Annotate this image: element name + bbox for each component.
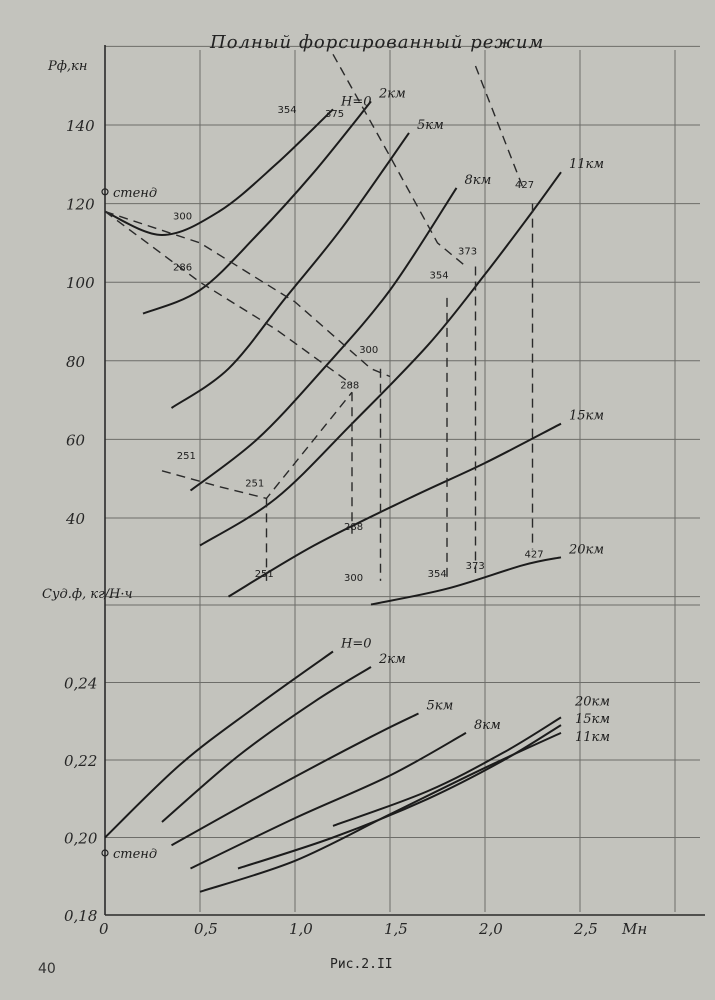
point-label: 354: [277, 105, 297, 117]
x-tick-label: 0,5: [194, 920, 218, 938]
dashed-line: [476, 66, 524, 188]
x-tick-label: 1,0: [289, 920, 313, 938]
y-axis-label-top: Pф,кн: [48, 59, 88, 74]
y-tick-label: 40: [66, 510, 86, 528]
labels: [42, 59, 647, 938]
point-label: 300: [344, 572, 364, 584]
top-series-line: [229, 424, 562, 597]
point-label: 300: [173, 211, 193, 223]
top-series-label: H=0: [341, 94, 372, 110]
point-label: 251: [176, 451, 196, 463]
y-tick-label: 120: [66, 195, 95, 214]
top-series-label: 2км: [379, 86, 406, 102]
bottom-series-label: H=0: [341, 636, 372, 652]
top-series-label: 11км: [569, 157, 605, 173]
top-stand-label: стенд: [113, 185, 158, 201]
x-tick-label: 0: [99, 920, 109, 938]
point-label: 251: [245, 478, 265, 490]
top-series-line: [191, 188, 457, 491]
point-label: 427: [515, 179, 535, 191]
dashed-line: [105, 212, 390, 377]
y-tick-label: 100: [66, 274, 95, 293]
bottom-series-line: [200, 733, 561, 892]
top-series-line: [105, 109, 333, 235]
y-tick-label: 80: [66, 352, 86, 371]
y-tick-label: 0,22: [64, 752, 98, 770]
x-tick-label: 2,0: [479, 920, 503, 938]
top-series-label: 20км: [569, 542, 605, 558]
point-label: 373: [458, 246, 478, 258]
bottom-series-label: 8км: [474, 717, 501, 733]
bottom-series-label: 2км: [379, 652, 406, 667]
point-label: 288: [340, 380, 360, 392]
point-label: 251: [254, 568, 274, 580]
y-axis-label-bottom: Cуд.ф, кг/Н·ч: [42, 587, 133, 602]
page-number: 40: [38, 961, 56, 977]
y-tick-label: 0,24: [64, 674, 98, 693]
bottom-series-label: 20км: [575, 694, 611, 710]
top-series-line: [172, 133, 410, 408]
y-tick-label: 60: [66, 431, 86, 450]
point-label: 354: [427, 568, 447, 580]
x-axis-label: Mн: [622, 920, 648, 938]
chart-title: Полный форсированный режим: [210, 32, 545, 53]
x-tick-label: 1,5: [384, 920, 408, 938]
top-series-label: 15км: [569, 408, 605, 424]
bottom-series-label: 5км: [426, 698, 454, 714]
y-tick-label: 140: [66, 117, 95, 135]
y-tick-label: 0,20: [64, 829, 98, 848]
bottom-series-line: [333, 717, 561, 826]
top-series-label: 5км: [417, 117, 444, 133]
bottom-series-label: 15км: [575, 712, 611, 728]
point-label: 373: [465, 561, 485, 573]
point-label: 427: [524, 549, 544, 561]
dashed-lines: [105, 54, 533, 581]
bottom-series-line: [105, 652, 333, 838]
point-label: 286: [173, 262, 193, 274]
y-tick-label: 0,18: [64, 907, 98, 925]
point-label: 300: [359, 344, 379, 356]
x-tick-label: 2,5: [574, 920, 598, 938]
figure-caption: Рис.2.II: [330, 957, 393, 972]
bottom-series-label: 11км: [575, 729, 611, 745]
bottom-stand-label: стенд: [113, 847, 158, 862]
point-label: 375: [325, 109, 345, 121]
dashed-line: [105, 212, 352, 385]
point-label: 288: [344, 521, 364, 533]
point-label: 354: [429, 270, 449, 282]
top-series-label: 8км: [464, 172, 492, 188]
